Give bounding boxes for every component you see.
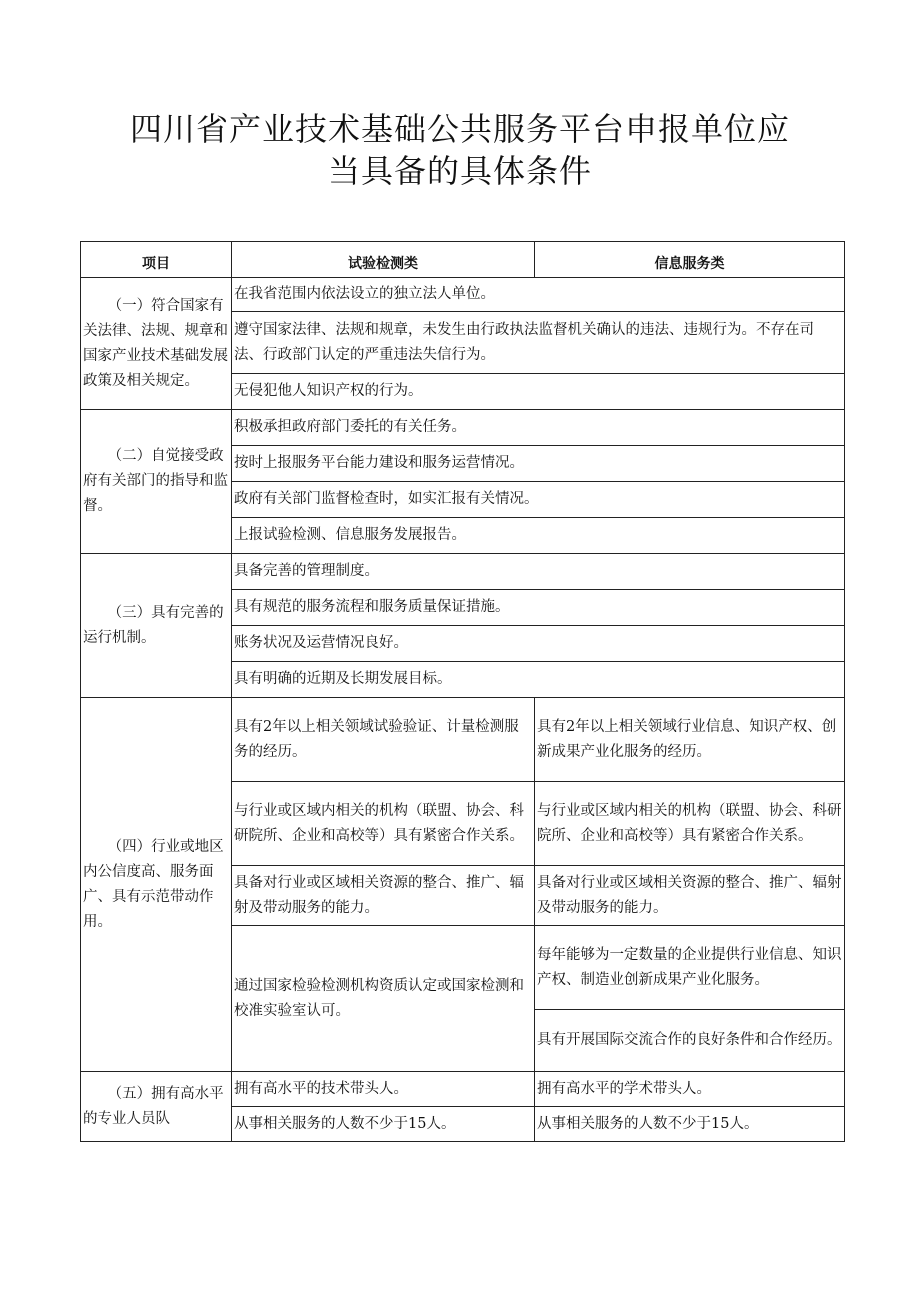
title-line-2: 当具备的具体条件: [327, 152, 592, 190]
cat5-row-2-testing: 从事相关服务的人数不少于15人。: [232, 1107, 535, 1142]
table-row: [81, 278, 845, 312]
page-title: [0, 108, 920, 192]
cat4-row-3-info: 具备对行业或区域相关资源的整合、推广、辐射及带动服务的能力。: [535, 866, 845, 926]
cat4-row-4-testing: 通过国家检验检测机构资质认定或国家检测和校准实验室认可。: [232, 926, 535, 1072]
cat5-row-2-info: 从事相关服务的人数不少于15人。: [535, 1107, 845, 1142]
header-info-service: 信息服务类: [535, 242, 845, 278]
cat5-row-1-testing: 拥有高水平的技术带头人。: [232, 1072, 535, 1107]
cat4-row-3-testing: 具备对行业或区域相关资源的整合、推广、辐射及带动服务的能力。: [232, 866, 535, 926]
table-row: [81, 698, 845, 782]
cat3-row-4: 具有明确的近期及长期发展目标。: [232, 662, 845, 698]
table-row: [81, 410, 845, 446]
cat4-row-2-info: 与行业或区域内相关的机构（联盟、协会、科研院所、企业和高校等）具有紧密合作关系。: [535, 782, 845, 866]
category-3-label: （三）具有完善的运行机制。: [81, 554, 232, 698]
cat1-row-1: 在我省范围内依法设立的独立法人单位。: [232, 278, 845, 312]
conditions-table: [80, 241, 845, 1142]
cat5-row-1-info: 拥有高水平的学术带头人。: [535, 1072, 845, 1107]
header-row: [81, 242, 845, 278]
header-testing: 试验检测类: [232, 242, 535, 278]
category-1-label: （一）符合国家有关法律、法规、规章和国家产业技术基础发展政策及相关规定。: [81, 278, 232, 410]
cat3-row-1: 具备完善的管理制度。: [232, 554, 845, 590]
header-item: 项目: [81, 242, 232, 278]
cat2-row-2: 按时上报服务平台能力建设和服务运营情况。: [232, 446, 845, 482]
table-row: [81, 1072, 845, 1107]
category-5-label: （五）拥有高水平的专业人员队: [81, 1072, 232, 1142]
cat4-row-1-testing: 具有2年以上相关领域试验验证、计量检测服务的经历。: [232, 698, 535, 782]
cat4-row-4-info-a: 每年能够为一定数量的企业提供行业信息、知识产权、制造业创新成果产业化服务。: [535, 926, 845, 1010]
table-row: [81, 554, 845, 590]
cat4-row-2-testing: 与行业或区域内相关的机构（联盟、协会、科研院所、企业和高校等）具有紧密合作关系。: [232, 782, 535, 866]
cat2-row-1: 积极承担政府部门委托的有关任务。: [232, 410, 845, 446]
category-2-label: （二）自觉接受政府有关部门的指导和监督。: [81, 410, 232, 554]
cat3-row-2: 具有规范的服务流程和服务质量保证措施。: [232, 590, 845, 626]
cat2-row-3: 政府有关部门监督检查时，如实汇报有关情况。: [232, 482, 845, 518]
category-4-label: （四）行业或地区内公信度高、服务面广、具有示范带动作用。: [81, 698, 232, 1072]
cat3-row-3: 账务状况及运营情况良好。: [232, 626, 845, 662]
cat2-row-4: 上报试验检测、信息服务发展报告。: [232, 518, 845, 554]
cat4-row-1-info: 具有2年以上相关领域行业信息、知识产权、创新成果产业化服务的经历。: [535, 698, 845, 782]
cat4-row-4-info-b: 具有开展国际交流合作的良好条件和合作经历。: [535, 1010, 845, 1072]
cat1-row-2: 遵守国家法律、法规和规章，未发生由行政执法监督机关确认的违法、违规行为。不存在司法、行政部门认定的严重违法失信行为。: [232, 312, 845, 374]
title-line-1: 四川省产业技术基础公共服务平台申报单位应: [129, 110, 790, 148]
cat1-row-3: 无侵犯他人知识产权的行为。: [232, 374, 845, 410]
